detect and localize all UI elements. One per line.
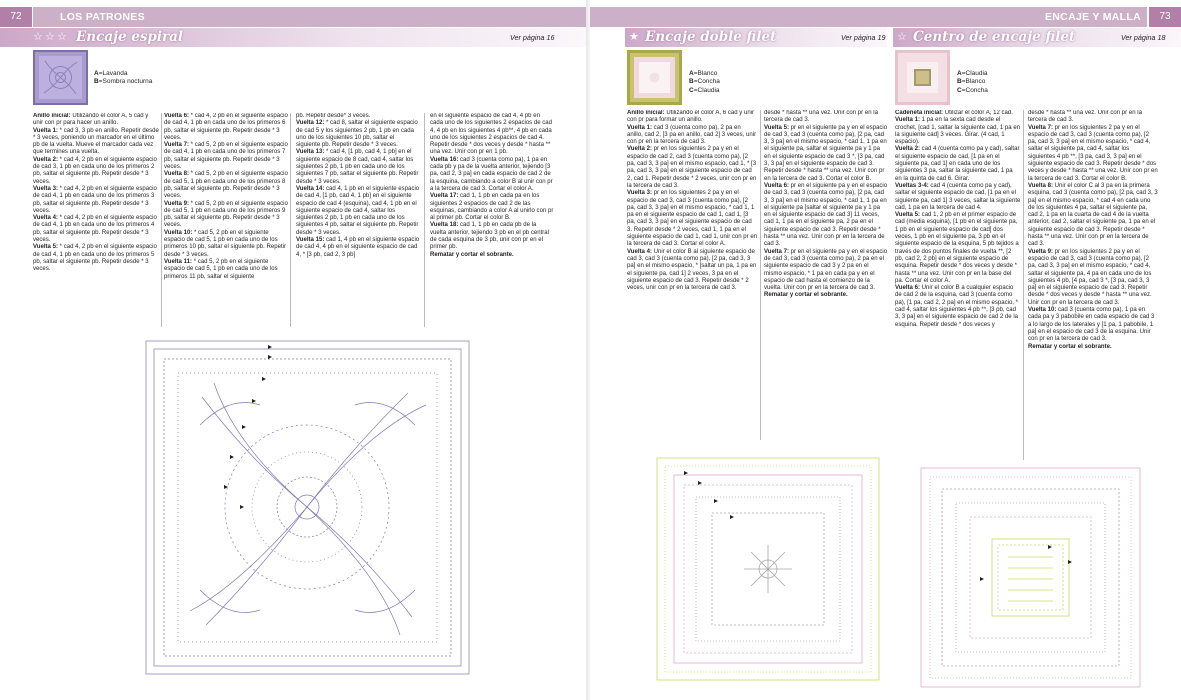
color-legend — [689, 70, 720, 95]
column-divider — [760, 110, 761, 440]
legend-item: A=Blanco — [689, 70, 718, 77]
round-label: Vuelta 16: — [430, 156, 459, 163]
column-divider — [424, 113, 425, 327]
round-label: Vuelta 6: — [764, 182, 789, 189]
round-label: Cadeneta inicial: — [895, 110, 944, 116]
instruction-text: Utilizar el color A, 12 cad. — [943, 110, 1013, 116]
difficulty-star-icon: ☆ — [33, 31, 43, 43]
round-label: Vuelta 5: — [895, 212, 920, 219]
instruction-paragraph — [627, 146, 758, 190]
instruction-paragraph — [33, 244, 159, 273]
instructions-column-3 — [296, 113, 420, 328]
instruction-text: cad 4 (cuenta como pa y cad), saltar el siguiente espacio de cad, [1 pa en el siguiente pa, cad 1] en cada uno de los siguientes 3 pa, saltar la siguiente cad, 1 pa en la quinta de cad 6. Girar. — [895, 146, 1020, 182]
difficulty-star-icon: ★ — [629, 31, 639, 43]
instruction-text: pr en el siguiente pa y en el espacio de cad 3, cad 3 (cuenta como pa), [2 pa, cad 3, 3 pa] en el mismo espacio, * cad 1, 1 pa en el siguiente pa, saltar el siguiente pa y 1 pa en el siguiente espacio de cad 3 *, [3 pa, cad 3, 3 pa] en el siguiente espacio de cad 3. Repetir desde * hasta ** una vez. Unir con pr en la tercera de cad 3. Cortar el color B. — [764, 124, 888, 182]
legend-item: A=Claudia — [957, 70, 988, 77]
instruction-paragraph — [296, 120, 420, 149]
instruction-paragraph — [895, 285, 1021, 329]
instruction-paragraph — [296, 113, 420, 120]
instruction-text: cad 1, 4 pb en el siguiente espacio de cad 4, 4 pb en el siguiente espacio de cad 4, * [3 pb, cad 2, 3 pb] — [296, 237, 420, 258]
instructions-column-1 — [627, 110, 758, 440]
instruction-text: Unir el color C al 3 pa en la primera esquina, cad 3 (cuenta como pa), [2 pa, cad 3, 3 pa] en el mismo espacio, * cad 4 en cada uno de los siguientes 4 pa, saltar el siguiente pa, cad 2, 1 pa en la cuarta de cad 4 de la vuelta anterior, cad 2, saltar el siguiente pa, 1 pa en el siguiente espacio de cad 3. Repetir desde * hasta ** una vez. Unir con pr en la tercera de cad 3. — [1028, 182, 1158, 248]
section-title: Encaje espiral — [76, 29, 183, 45]
instruction-paragraph — [895, 183, 1021, 212]
instruction-text: * cad 5, 2 pb en el siguiente espacio de cad 5, 1 pb en cada uno de los primeros 9 pb, saltar el siguiente pb. Repetir desde * 3 veces. — [164, 200, 288, 229]
round-label: Vuelta 14: — [296, 185, 325, 192]
instruction-paragraph — [895, 117, 1021, 146]
round-label: Vuelta 2: — [895, 146, 920, 153]
instruction-paragraph — [430, 113, 554, 157]
running-head: ENCAJE Y MALLA — [590, 7, 1147, 27]
instruction-paragraph — [764, 292, 888, 299]
instruction-text: * cad 4, 2 pb en el siguiente espacio de cad 3, 1 pb en cada uno de los primeros 2 pb, saltar el siguiente pb. Repetir desde * 3 veces. — [33, 156, 157, 185]
instruction-paragraph — [33, 113, 159, 128]
instruction-paragraph — [296, 237, 420, 259]
round-label: Vuelta 4: — [33, 215, 58, 222]
instruction-paragraph — [627, 190, 758, 248]
instruction-paragraph — [33, 128, 159, 157]
section-header-centro-de-encaje-filet — [893, 28, 1181, 47]
crochet-chart-centro-de-encaje-filet — [918, 465, 1143, 690]
round-label: Anillo inicial: — [33, 113, 71, 119]
instruction-paragraph — [164, 171, 288, 200]
sample-photo-centro-de-encaje-filet — [895, 50, 950, 105]
instruction-text: pr en los siguientes 2 pa y en el espacio de cad 3, cad 3 (cuenta como pa), [2 pa, cad 3, 3 pa] en el mismo espacio, * cad 4, saltar el siguiente pa, 4 pa en cada uno de los siguientes 4 pb, [4 pa, cad 3 *, [3 pa, cad 3, 3 pa] en el siguiente espacio de cad 3. Repetir desde * dos veces y desde * hasta ** una vez. Unir con pr en la tercera de cad 3. — [1028, 248, 1152, 306]
see-page-reference: Ver página 16 — [510, 33, 555, 42]
round-label: Vuelta 3: — [627, 190, 652, 197]
instruction-text: * cad 3, 3 pb en anillo. Repetir desde * 3 veces, poniendo un marcador en el último pb de la vuelta. Mueve el marcador cada vez que termines una vuelta. — [33, 127, 159, 156]
instruction-text: * cad 8, saltar el siguiente espacio de cad 5 y los siguientes 2 pb, 1 pb en cada uno de los siguientes 10 pb, saltar el siguiente pb. Repetir desde * 3 veces. — [296, 120, 418, 149]
instruction-paragraph — [430, 193, 554, 222]
round-label: Vuelta 8: — [164, 171, 189, 178]
instruction-text: Utilizando el color A, 5 cad y unir con pr para hacer un anillo. — [33, 113, 149, 127]
instruction-text: * cad 4, 2 pb en el siguiente espacio de cad 4, 1 pb en cada uno de los primeros 3 pb, saltar el siguiente pb. Repetir desde * 3 veces. — [33, 185, 157, 214]
round-label: Vuelta 10: — [164, 229, 193, 236]
round-label: Vuelta 1: — [895, 117, 920, 124]
instruction-text: pr en los siguientes 2 pa y en el espacio de cad 3, cad 3 (cuenta como pa), [2 pa, cad 3, 3 pa] en el mismo espacio, * cad 4, saltar el siguiente pa, cad 4, saltar los siguientes 4 pb **, [3 pa, cad 3, 3 pa] en el siguiente espacio de cad 3. Repetir desde * dos veces y desde * hasta ** una vez. Unir con pr en la tercera de cad 3. Cortar el color B. — [1028, 124, 1158, 182]
section-header-encaje-doble-filet — [625, 28, 887, 47]
instruction-paragraph — [764, 125, 888, 183]
instruction-text: cad 1, 2 pb en el primer espacio de cad (media esquina), [1 pb en el siguiente pa, 1 pb en el siguiente espacio de cad] dos veces, 1 pb en el siguiente pa, 3 pb en el siguiente espacio de la esquina, 5 pb tejidos a través de dos puntos finales de vuelta **, [2 pb, cad 2, 2 pb] en el siguiente espacio de esquina. Repetir desde * dos veces y desde * hasta ** una vez. Unir con pr en la base del pa. Cortar el color A. — [895, 212, 1019, 284]
round-label: Vuelta 1: — [33, 127, 58, 134]
instruction-text: cad 1, 1 pb en cada pb de la vuelta anterior, tejiendo 3 pb en el pb central de cada esquina de 3 pb, unir con pr en el primer pb. — [430, 222, 550, 251]
instruction-text: cad 3 (cuenta como pa), 1 pa en cada pb y pa de la vuelta anterior, tejiendo [3 pa, cad 2, 3 pa] en cada espacio de cad 2 de la esquina, cambiando a color B al unir con pr a la tercera de cad 3. Cortar el color A. — [430, 156, 553, 192]
legend-item: C=Concha — [957, 86, 988, 94]
difficulty-star-icon: ☆ — [897, 31, 907, 43]
instruction-text: cad 3 (cuenta como pa), 1 pa en cada pa y 3 pabobile en cada espacio de cad 3 a lo largo de los laterales y [1 pa, 1 pabobile, 1 pa] en el espacio de cad 3 de la esquina. Unir con pr en la tercera de cad 3. — [1028, 307, 1155, 343]
instruction-paragraph — [895, 110, 1021, 117]
instruction-paragraph — [1028, 344, 1158, 351]
round-label: Vuelta 7: — [764, 248, 789, 255]
instruction-paragraph — [1028, 125, 1158, 183]
instruction-text: pb. Repetir desde* 3 veces. — [296, 113, 371, 119]
legend-item: B=Concha — [689, 78, 720, 86]
section-title: Encaje doble filet — [645, 29, 777, 45]
instruction-paragraph — [430, 252, 554, 259]
legend-item: A=Lavanda — [94, 70, 128, 77]
instruction-text: * cad 5, 2 pb en el siguiente espacio de cad 4, 1 pb en cada uno de los primeros 7 pb, saltar el siguiente pb. Repetir desde * 3 veces. — [164, 142, 288, 171]
round-label: Vuelta 13: — [296, 149, 325, 156]
instructions-column-3 — [895, 110, 1021, 440]
sample-photo-encaje-espiral — [33, 50, 88, 105]
legend-item: B=Sombra nocturna — [94, 78, 153, 86]
see-page-reference: Ver página 19 — [841, 33, 886, 42]
instruction-text: * cad 5, 2 pb en el siguiente espacio de cad 5, 1 pb en cada uno de los primeros 10 pb, saltar el siguiente pb. Repetir desde * 3 veces. — [164, 229, 287, 258]
instruction-paragraph — [1028, 183, 1158, 249]
instruction-text: en el siguiente espacio de cad 4, 4 pb en cada uno de los siguientes 2 espacios de cad 4, 4 pb en los siguientes 4 pb**, 4 pb en cada uno de los siguientes 2 espacios de cad 4. Repetir desde * dos veces y desde * hasta ** una vez. Unir con pr en 1 pb. — [430, 113, 553, 156]
instruction-paragraph — [164, 142, 288, 171]
crochet-chart-encaje-doble-filet — [654, 455, 882, 683]
instruction-text: * cad 4, 2 pb en el siguiente espacio de cad 4, 1 pb en cada uno de los primeros 6 pb, saltar el siguiente pb. Repetir desde * 3 veces. — [164, 113, 288, 141]
page-number: 72 — [0, 7, 32, 27]
instruction-paragraph — [296, 186, 420, 237]
instruction-text: Unir el color B al siguiente espacio de cad 3, cad 3 (cuenta como pa), [2 pa, cad 3, 3 pa] en el mismo espacio, * [saltar un pa, 1 pa en el siguiente pa, cad 1] 2 veces, 3 pa en el siguiente espacio de cad 3. Repetir desde * 2 veces, unir con pr en la tercera de cad 3. — [627, 248, 757, 292]
instructions-column-2 — [764, 110, 888, 440]
round-label: Vuelta 15: — [296, 237, 325, 244]
instruction-paragraph — [430, 157, 554, 193]
right-page — [590, 0, 1181, 700]
instruction-text: Utilizando el color A, 6 cad y unir con pr para formar un anillo. — [627, 110, 755, 124]
crochet-chart-encaje-espiral — [140, 335, 475, 680]
instruction-text: pr en el siguiente pa y en el espacio de cad 3, cad 3 (cuenta como pa), 2 pa en el siguiente espacio de cad 3 y 2 pa en el mismo espacio, * 1 pa en cada pa y en el espacio de cad hasta el comienzo de la vuelta. Unir con pr en la tercera de cad 3. — [764, 248, 888, 292]
column-divider — [290, 113, 291, 327]
round-label: Vuelta 10: — [1028, 307, 1057, 314]
round-label: Vuelta 7: — [1028, 124, 1053, 131]
round-label: Rematar y cortar el sobrante. — [764, 292, 848, 299]
instruction-paragraph — [164, 259, 288, 281]
instructions-column-2 — [164, 113, 288, 328]
instruction-text: Unir el color B a cualquier espacio de cad 2 de la esquina, cad 3 (cuenta como pa), [1 pa, cad 2, 2 pa] en el mismo espacio, * cad 4, saltar los siguientes 4 pb **, [3 pb, cad 3, 3 pa] en el siguiente espacio de cad 2 de la esquina. Repetir desde * dos veces y — [895, 285, 1019, 328]
left-page — [0, 0, 586, 700]
instruction-paragraph — [627, 249, 758, 293]
column-divider — [161, 113, 162, 327]
difficulty-star-icon: ☆ — [57, 31, 67, 43]
instruction-paragraph — [1028, 249, 1158, 307]
instruction-text: 1 pa en la sexta cad desde el crochet, [cad 1, saltar la siguiente cad, 1 pa en la siguiente cad] 3 veces. Girar. (4 cad, 1 espacio). — [895, 117, 1021, 146]
round-label: Vuelta 17: — [430, 193, 459, 200]
round-label: Vuelta 7: — [164, 142, 189, 149]
instruction-paragraph — [627, 110, 758, 125]
instruction-paragraph — [764, 249, 888, 293]
instructions-column-4 — [1028, 110, 1158, 460]
legend-item: B=Blanco — [957, 78, 986, 86]
instruction-text: pr en los siguientes 2 pa y en el espacio de cad 2, cad 3 (cuenta como pa), [2 pa, cad 3, 3 pa] en el mismo espacio, cad 1, * [3 pa, cad 3, 3 pa] en el siguiente espacio de cad 2, cad 1. Repetir desde * 2 veces, unir con pr en la tercera de cad 3. — [627, 146, 757, 189]
round-label: Vuelta 2: — [627, 146, 652, 153]
instruction-text: * cad 5, 2 pb en el siguiente espacio de cad 5, 1 pb en cada uno de los primeros 11 pb, saltar el siguiente — [164, 258, 278, 280]
instruction-paragraph — [33, 157, 159, 186]
section-header-encaje-espiral — [0, 28, 586, 47]
round-label: Anillo inicial: — [627, 110, 665, 116]
round-label: Vuelta 11: — [164, 258, 193, 265]
instruction-paragraph — [33, 215, 159, 244]
page-number: 73 — [1149, 7, 1181, 27]
round-label: Rematar y cortar el sobrante. — [1028, 343, 1112, 350]
see-page-reference: Ver página 18 — [1121, 33, 1166, 42]
round-label: Vuelta 1: — [627, 124, 652, 131]
section-title: Centro de encaje filet — [913, 29, 1076, 45]
round-label: Vuelta 12: — [296, 120, 325, 127]
round-label: Vuelta 9: — [164, 200, 189, 207]
round-label: Vuelta 4: — [627, 248, 652, 255]
round-label: Vuelta 5: — [764, 124, 789, 131]
instruction-text: * cad 4, 2 pb en el siguiente espacio de cad 4, 1 pb en cada uno de los primeros 4 pb, saltar el siguiente pb. Repetir desde * 3 veces. — [33, 215, 157, 244]
instruction-paragraph — [164, 113, 288, 142]
instruction-text: cad 3 (cuenta como pa), 2 pa en anillo, cad 2, [3 pa en anillo, cad 2] 3 veces, unir con pr en la tercera de cad 3. — [627, 124, 757, 146]
round-label: Vuelta 9: — [1028, 248, 1053, 255]
instruction-text: * cad 4, [1 pb, cad 4, 1 pb] en el siguiente espacio de 8 cad, cad 4, saltar los siguientes 2 pb, 1 pb en cada uno de los siguientes 7 pb, saltar el siguiente pb. Repetir desde * 3 veces. — [296, 149, 419, 185]
instruction-paragraph — [764, 183, 888, 249]
round-label: Rematar y cortar el sobrante. — [430, 251, 514, 258]
instructions-column-1 — [33, 113, 159, 328]
instructions-column-4 — [430, 113, 554, 328]
instruction-text: pr en los siguientes 2 pa y en el espacio de cad 3, cad 3 (cuenta como pa), [2 pa, cad 3, 3 pa] en el mismo espacio, * cad 1, 1 pa en el siguiente espacio de cad 1, cad 1, [3 pa, cad 3, 3 pa] en el siguiente espacio de cad 3. Repetir desde * 2 veces, cad 1, 1 pa en el siguiente espacio de cad 1, cad 1, unir con pr en la tercera de cad 3. Cortar el color A. — [627, 190, 758, 248]
instruction-paragraph — [296, 149, 420, 185]
instruction-paragraph — [33, 186, 159, 215]
legend-item: C=Claudia — [689, 86, 720, 94]
instruction-paragraph — [164, 230, 288, 259]
round-label: Vueltas 3-4: — [895, 182, 929, 189]
instruction-text: desde * hasta ** una vez. Unir con pr en la tercera de cad 3. — [1028, 110, 1142, 124]
instruction-paragraph — [430, 222, 554, 251]
instruction-paragraph — [164, 201, 288, 230]
round-label: Vuelta 6: — [164, 113, 189, 119]
round-label: Vuelta 8: — [1028, 182, 1053, 189]
instruction-paragraph — [764, 110, 888, 125]
round-label: Vuelta 6: — [895, 285, 920, 292]
instruction-text: pr en el siguiente pa y en el espacio de cad 3, cad 3 (cuenta como pa), [2 pa, cad 3, 3 pa] en el mismo espacio, * cad 1, 1 pa en el siguiente pa [saltar el siguiente pa y 1 pa en el siguiente espacio de cad 3] 11 veces, cad 1, 1 pa en el siguiente pa, 2 pa en el siguiente espacio de cad 3. Repetir desde * hasta ** una vez. Unir con pr en la tercera de cad 3. — [764, 182, 888, 248]
instruction-paragraph — [1028, 110, 1158, 125]
difficulty-star-icon: ☆ — [45, 31, 55, 43]
sample-photo-encaje-doble-filet — [627, 50, 682, 105]
instruction-text: * cad 4, 2 pb en el siguiente espacio de cad 4, 1 pb en cada uno de los primeros 5 pb, saltar el siguiente pb. Repetir desde * 3 veces. — [33, 244, 157, 273]
column-divider — [1023, 110, 1024, 460]
round-label: Vuelta 3: — [33, 185, 58, 192]
instruction-text: desde * hasta ** una vez. Unir con pr en la tercera de cad 3. — [764, 110, 878, 124]
instruction-text: * cad 5, 2 pb en el siguiente espacio de cad 5, 1 pb en cada uno de los primeros 8 pb, saltar el siguiente pb. Repetir desde * 3 veces. — [164, 171, 288, 200]
instruction-text: cad 4 (cuenta como pa y cad), saltar el siguiente espacio de cad, [1 pa en el siguiente pa, cad 1] 3 veces, saltar la siguiente cad, 1 pa en la tercera de cad 4. — [895, 182, 1021, 211]
round-label: Vuelta 2: — [33, 156, 58, 163]
instruction-text: cad 4, 1 pb en el siguiente espacio de cad 4, [1 pb, cad 4, 1 pb] en el siguiente espacio de cad 4 (esquina), cad 4, 1 pb en el siguiente espacio de cad 4, saltar los siguientes 2 pb, 1 pb en cada uno de los siguientes 4 pb, saltar el siguiente pb. Repetir desde * 3 veces. — [296, 185, 420, 236]
instruction-paragraph — [1028, 307, 1158, 343]
instruction-paragraph — [895, 146, 1021, 182]
round-label: Vuelta 18: — [430, 222, 459, 229]
instruction-text: cad 1, 1 pb en cada pa en los siguientes 2 espacios de cad 2 de las esquinas, cambiando a color A al unirlo con pr al primer pb. Cortar el color B. — [430, 193, 554, 222]
instruction-paragraph — [895, 212, 1021, 285]
round-label: Vuelta 5: — [33, 244, 58, 251]
color-legend — [957, 70, 988, 95]
running-head: LOS PATRONES — [33, 7, 586, 27]
instruction-paragraph — [627, 125, 758, 147]
color-legend — [94, 70, 152, 87]
